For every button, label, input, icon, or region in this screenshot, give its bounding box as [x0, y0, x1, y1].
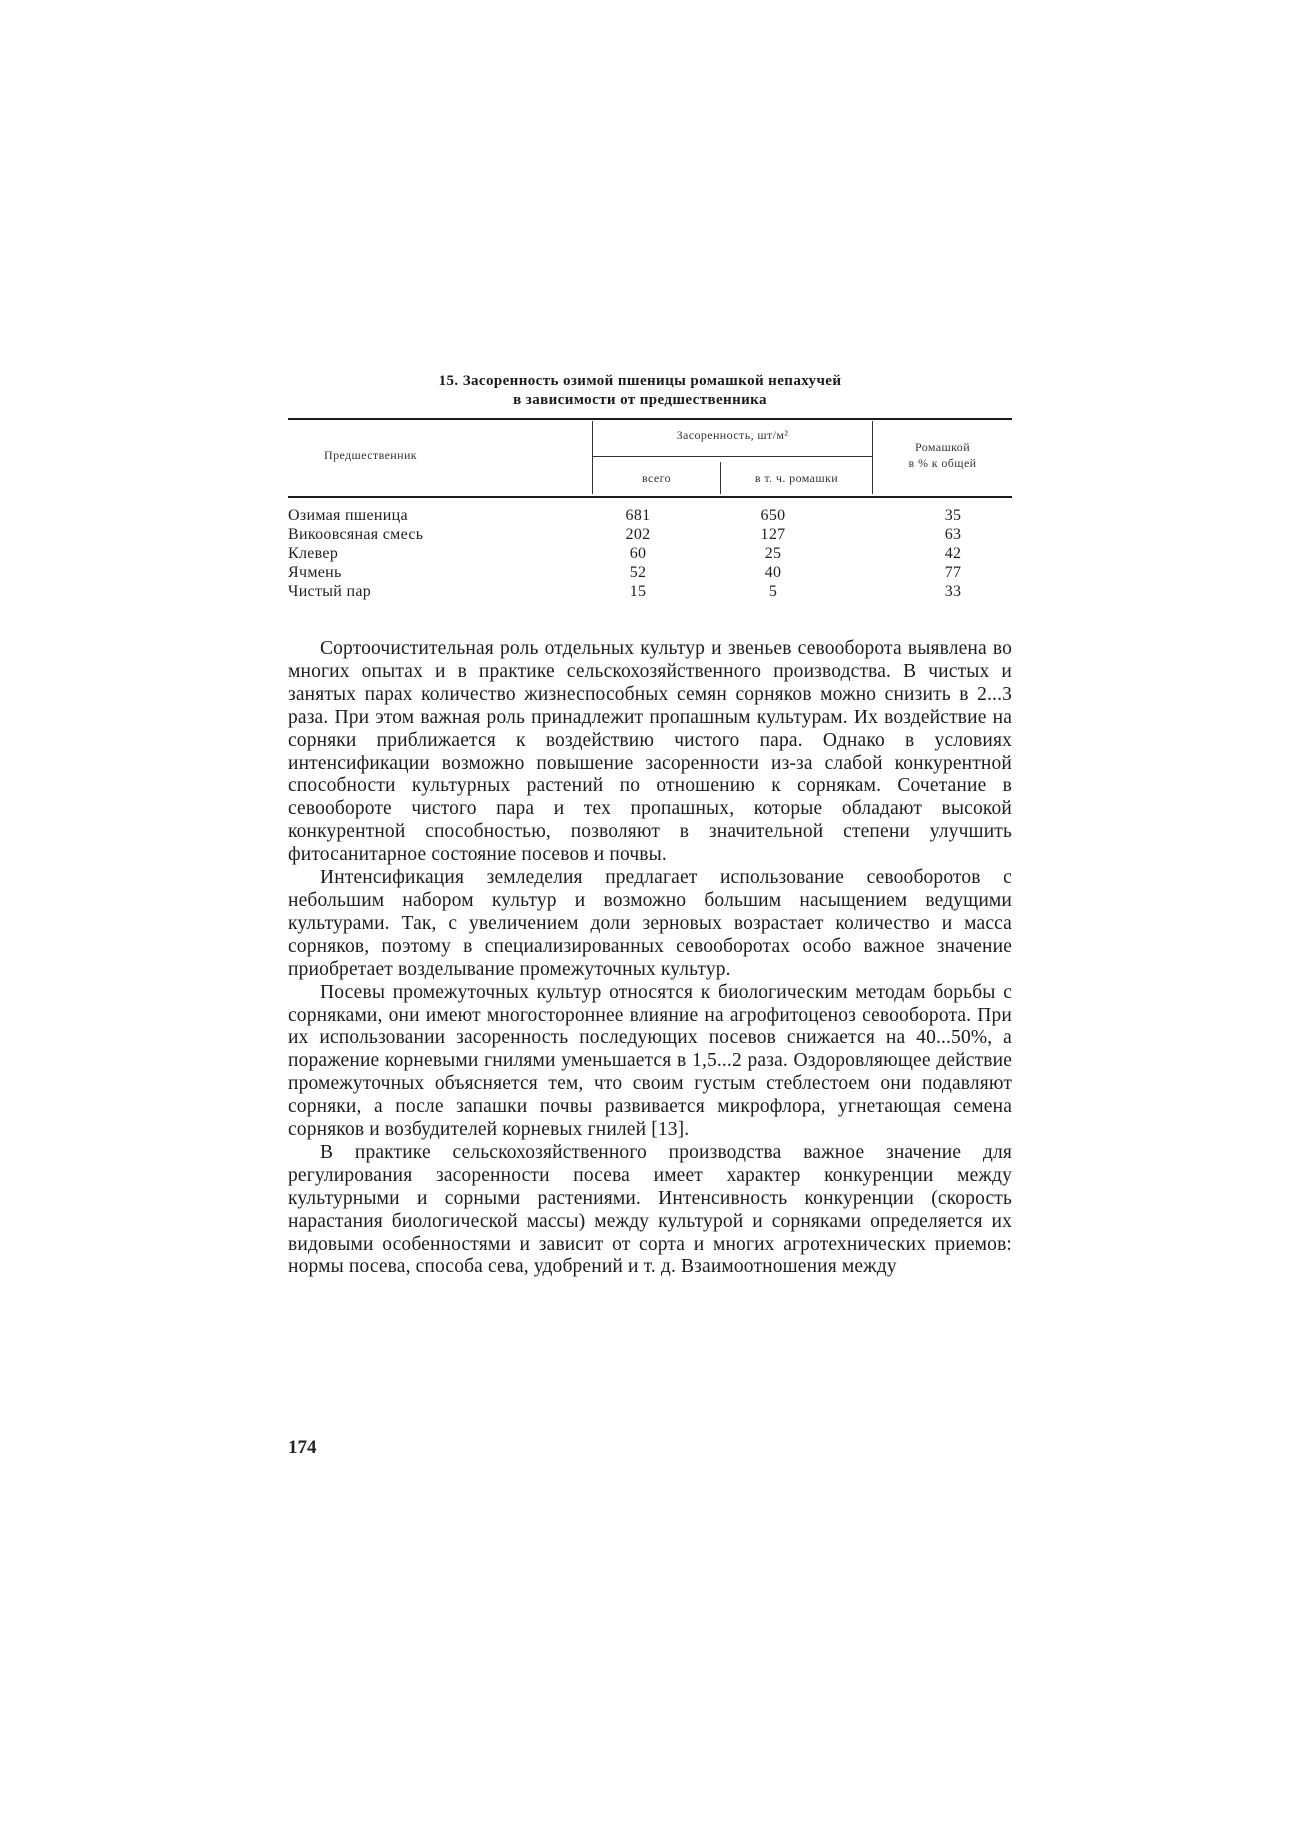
cell-total: 52 — [629, 564, 647, 581]
cell-predecessor: Клевер — [288, 545, 339, 562]
table-caption — [290, 372, 990, 410]
page-number: 174 — [288, 1437, 317, 1458]
table-row — [288, 582, 1012, 601]
header-share-line-1: Ромашкой — [914, 440, 971, 454]
table-row — [288, 544, 1012, 563]
header-share-line-2: в % к общей — [908, 456, 977, 470]
paragraph: Сортоочистительная роль отдельных культур и звеньев севооборота выявлена во многих опытах и в практике сельскохозяйственного производства. В чистых и занятых парах количество жизнеспособных семян сорняков можно снизить в 2...3 раза. При этом важная роль принадлежит пропашным культурам. Их воздействие на сорняки приближается к воздействию чистого пара. Однако в условиях интенсификации возможно повышение засоренности из-за слабой конкурентной способности культурных растений по отношению к сорнякам. Сочетание в севообороте чистого пара и тех пропашных, которые обладают высокой конкурентной способностью, позволяют в значительной степени улучшить фитосанитарное состояние посевов и почвы. — [288, 638, 1012, 866]
table-row — [288, 506, 1012, 525]
cell-chamomile: 40 — [764, 564, 782, 581]
cell-chamomile: 650 — [760, 507, 786, 524]
table-header-rule — [288, 496, 1012, 498]
cell-share: 63 — [944, 526, 962, 543]
cell-share: 35 — [944, 507, 962, 524]
cell-total: 60 — [629, 545, 647, 562]
header-predecessor: Предшественник — [324, 448, 417, 462]
paragraph: Посевы промежуточных культур относятся к биологическим методам борьбы с сорняками, они имеют многостороннее влияние на агрофитоценоз севооборота. При их использовании засоренность последующих посевов снижается на 40...50%, а поражение корневыми гнилями уменьшается в 1,5...2 раза. Оздоровляющее действие промежуточных объясняется тем, что своим густым стеблестоем они подавляют сорняки, а после запашки почвы развивается микрофлора, угнетающая семена сорняков и возбудителей корневых гнилей [13]. — [288, 981, 1012, 1141]
paragraph: Интенсификация земледелия предлагает использование севооборотов с небольшим набором культур и возможно большим насыщением ведущими культурами. Так, с увеличением доли зерновых возрастает количество и масса сорняков, поэтому в специализированных севооборотах особо важное значение приобретает возделывание промежуточных культур. — [288, 867, 1012, 980]
table-top-rule — [288, 418, 1012, 420]
header-chamomile: в т. ч. ромашки — [754, 471, 839, 485]
cell-share: 33 — [944, 583, 962, 600]
cell-predecessor: Ячмень — [288, 564, 342, 581]
table-caption-line-1: 15. Засоренность озимой пшеницы ромашкой непахучей — [438, 373, 842, 389]
cell-total: 202 — [625, 526, 651, 543]
cell-predecessor: Викоовсяная смесь — [288, 526, 424, 543]
cell-predecessor: Чистый пар — [288, 583, 372, 600]
table-row — [288, 525, 1012, 544]
paragraph: В практике сельскохозяйственного производства важное значение для регулирования засоренности посева имеет характер конкуренции между культурными и сорными растениями. Интенсивность конкуренции (скорость нарастания биологической массы) между культурой и сорняками определяется их видовыми особенностями и зависит от сорта и многих агротехнических приемов: нормы посева, способа сева, удобрений и т. д. Взаимоотношения между — [288, 1141, 1012, 1278]
table-body — [288, 506, 1012, 601]
table-caption-line-2: в зависимости от предшественника — [513, 392, 767, 408]
table-row — [288, 563, 1012, 582]
body-text — [288, 638, 1012, 1279]
table-subheader-rule — [593, 456, 872, 457]
cell-predecessor: Озимая пшеница — [288, 507, 408, 524]
cell-total: 15 — [629, 583, 647, 600]
cell-share: 42 — [944, 545, 962, 562]
cell-share: 77 — [944, 564, 962, 581]
cell-total: 681 — [625, 507, 651, 524]
cell-chamomile: 127 — [760, 526, 786, 543]
header-total: всего — [641, 471, 672, 485]
weediness-table — [288, 418, 1012, 606]
header-weediness: Засоренность, шт/м² — [676, 428, 789, 442]
cell-chamomile: 5 — [768, 583, 778, 600]
cell-chamomile: 25 — [764, 545, 782, 562]
